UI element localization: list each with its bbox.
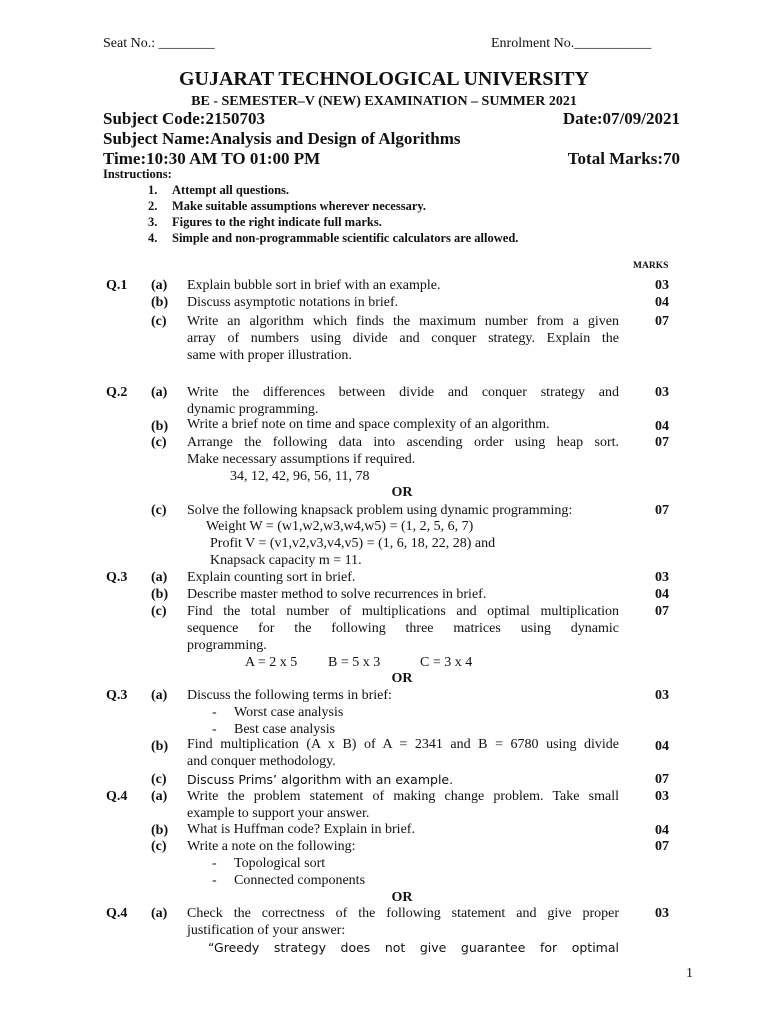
subquestion-label: (a)	[151, 906, 168, 921]
question-marks: 04	[655, 739, 669, 754]
exam-title: BE - SEMESTER–V (NEW) EXAMINATION – SUMMER 2021	[191, 94, 577, 109]
question-text: Write an algorithm which finds the maximum number from a given	[187, 314, 619, 329]
marks-column-label: MARKS	[633, 261, 669, 271]
question-text: and conquer methodology.	[187, 754, 336, 769]
subquestion-label: (a)	[151, 789, 168, 804]
subquestion-label: (c)	[151, 839, 167, 854]
knapsack-weights: Weight W = (w1,w2,w3,w4,w5) = (1, 2, 5, 6, 7)	[206, 519, 474, 534]
university-title: GUJARAT TECHNOLOGICAL UNIVERSITY	[178, 68, 590, 90]
question-text: Explain counting sort in brief.	[187, 570, 356, 585]
subquestion-label: (b)	[151, 587, 169, 602]
question-text: justification of your answer:	[187, 923, 346, 938]
instruction-item: Figures to the right indicate full marks.	[172, 215, 382, 229]
question-marks: 07	[655, 314, 669, 329]
subquestion-label: (b)	[151, 295, 169, 310]
instruction-number: 4.	[148, 231, 158, 245]
subquestion-label: (c)	[151, 503, 167, 518]
subject-code: Subject Code:2150703	[103, 109, 265, 128]
knapsack-capacity: Knapsack capacity m = 11.	[210, 553, 362, 568]
quoted-statement: “Greedy strategy does not give guarantee for optimal	[208, 940, 619, 955]
matrix-b: B = 5 x 3	[328, 655, 381, 670]
question-text: Make necessary assumptions if required.	[187, 452, 416, 467]
instruction-number: 1.	[148, 183, 158, 197]
list-item: Worst case analysis	[234, 705, 344, 720]
total-marks: Total Marks:70	[567, 149, 680, 168]
page-number: 1	[686, 966, 693, 981]
question-number: Q.1	[106, 278, 128, 293]
question-marks: 04	[655, 823, 669, 838]
question-text: array of numbers using divide and conquer strategy. Explain the	[187, 331, 619, 346]
instructions-heading: Instructions:	[103, 167, 172, 181]
question-marks: 04	[655, 587, 669, 602]
question-marks: 03	[655, 906, 669, 921]
question-text: Write the problem statement of making change problem. Take small	[187, 789, 619, 804]
list-item: Topological sort	[234, 856, 326, 871]
question-text: Find the total number of multiplications and optimal multiplication	[187, 604, 619, 619]
question-number: Q.4	[106, 906, 128, 921]
question-marks: 07	[655, 839, 669, 854]
list-dash: -	[212, 705, 217, 720]
exam-date: Date:07/09/2021	[562, 109, 680, 128]
exam-time: Time:10:30 AM TO 01:00 PM	[103, 149, 321, 168]
subquestion-label: (b)	[151, 419, 169, 434]
subquestion-label: (a)	[151, 688, 168, 703]
list-dash: -	[212, 722, 217, 737]
question-number: Q.4	[106, 789, 128, 804]
enrolment-number-field: Enrolment No.___________	[491, 36, 652, 51]
question-marks: 07	[655, 604, 669, 619]
subquestion-label: (c)	[151, 435, 167, 450]
question-marks: 04	[655, 295, 669, 310]
question-text: Explain bubble sort in brief with an example.	[187, 278, 441, 293]
instruction-item: Simple and non-programmable scientific calculators are allowed.	[172, 231, 519, 245]
question-text: Solve the following knapsack problem using dynamic programming:	[187, 503, 573, 518]
question-text: Write a note on the following:	[187, 839, 356, 854]
subquestion-label: (c)	[151, 772, 167, 787]
question-number: Q.3	[106, 570, 128, 585]
subquestion-label: (b)	[151, 739, 169, 754]
question-text: Find multiplication (A x B) of A = 2341 and B = 6780 using divide	[187, 737, 619, 752]
question-text: Discuss asymptotic notations in brief.	[187, 295, 399, 310]
data-list: 34, 12, 42, 96, 56, 11, 78	[230, 469, 370, 484]
question-marks: 03	[655, 789, 669, 804]
question-text: Discuss Prims’ algorithm with an example.	[187, 772, 454, 787]
question-text: Write the differences between divide and conquer strategy and	[187, 385, 619, 400]
instruction-item: Make suitable assumptions wherever necessary.	[172, 199, 427, 213]
question-text: Describe master method to solve recurrences in brief.	[187, 587, 487, 602]
question-marks: 07	[655, 503, 669, 518]
question-text: Write a brief note on time and space complexity of an algorithm.	[187, 417, 550, 432]
question-marks: 07	[655, 772, 669, 787]
question-marks: 03	[655, 688, 669, 703]
or-separator: OR	[391, 485, 413, 500]
question-text: What is Huffman code? Explain in brief.	[187, 822, 415, 837]
question-text: Discuss the following terms in brief:	[187, 688, 392, 703]
seat-number-field: Seat No.: ________	[103, 36, 215, 51]
instruction-item: Attempt all questions.	[172, 183, 290, 197]
question-marks: 07	[655, 435, 669, 450]
instruction-number: 2.	[148, 199, 158, 213]
question-marks: 03	[655, 385, 669, 400]
question-text: sequence for the following three matrices using dynamic	[187, 621, 619, 636]
list-dash: -	[212, 856, 217, 871]
subquestion-label: (b)	[151, 823, 169, 838]
subject-name: Subject Name:Analysis and Design of Algorithms	[103, 129, 461, 148]
list-item: Connected components	[234, 873, 366, 888]
or-separator: OR	[391, 890, 413, 905]
question-number: Q.2	[106, 385, 128, 400]
question-text: programming.	[187, 638, 267, 653]
question-text: example to support your answer.	[187, 806, 370, 821]
question-text: Check the correctness of the following statement and give proper	[187, 906, 619, 921]
question-marks: 04	[655, 419, 669, 434]
matrix-a: A = 2 x 5	[245, 655, 298, 670]
subquestion-label: (a)	[151, 570, 168, 585]
subquestion-label: (c)	[151, 314, 167, 329]
question-text: Arrange the following data into ascending order using heap sort.	[187, 435, 619, 450]
subquestion-label: (a)	[151, 385, 168, 400]
list-dash: -	[212, 873, 217, 888]
knapsack-profits: Profit V = (v1,v2,v3,v4,v5) = (1, 6, 18, 22, 28) and	[210, 536, 496, 551]
instruction-number: 3.	[148, 215, 158, 229]
question-text: dynamic programming.	[187, 402, 319, 417]
question-marks: 03	[655, 570, 669, 585]
question-number: Q.3	[106, 688, 128, 703]
or-separator: OR	[391, 671, 413, 686]
list-item: Best case analysis	[234, 722, 336, 737]
subquestion-label: (a)	[151, 278, 168, 293]
matrix-c: C = 3 x 4	[420, 655, 473, 670]
question-marks: 03	[655, 278, 669, 293]
subquestion-label: (c)	[151, 604, 167, 619]
question-text: same with proper illustration.	[187, 348, 352, 363]
